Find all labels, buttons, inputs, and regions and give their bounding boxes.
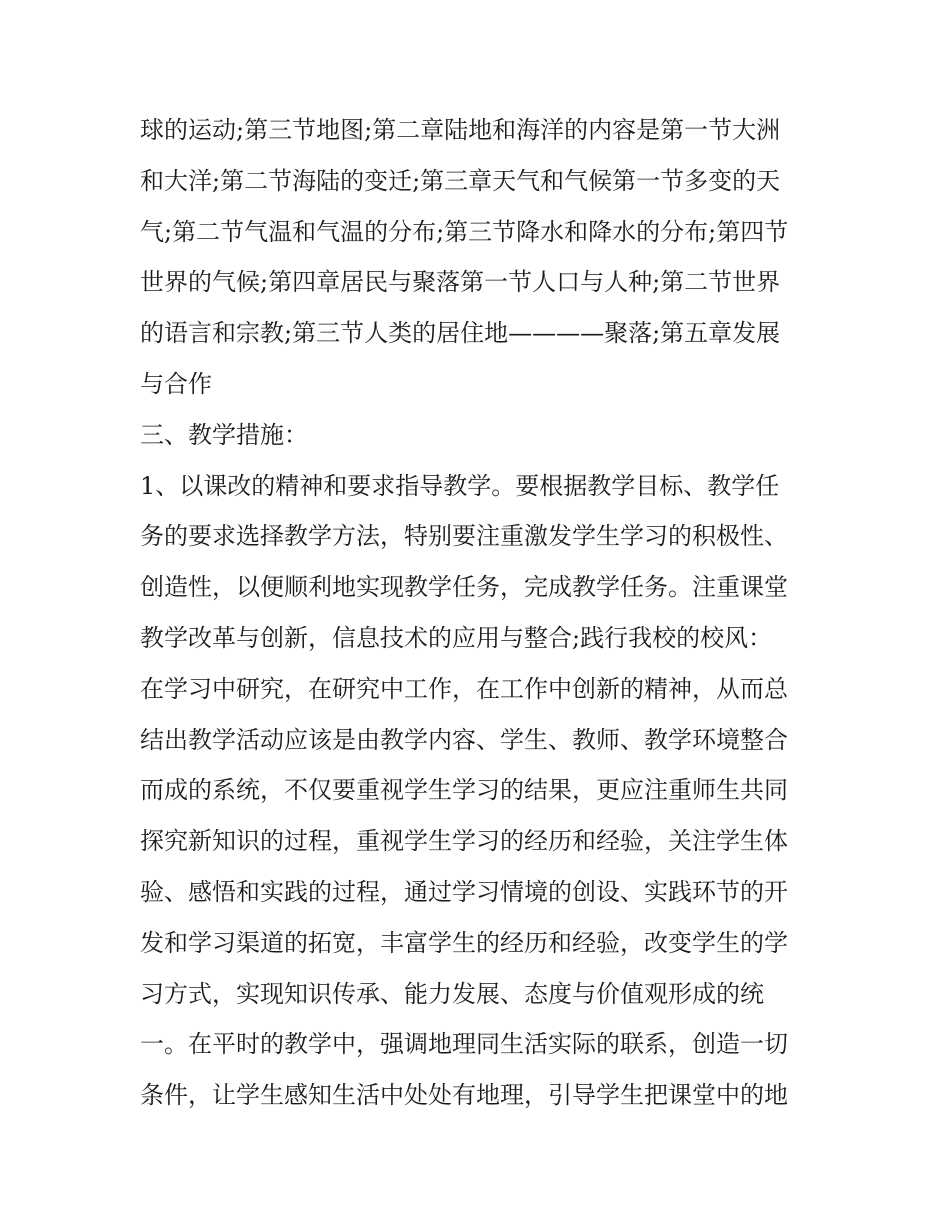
text-line-2: 和大洋;第二节海陆的变迁;第三章天气和气候第一节多变的天 (140, 166, 781, 195)
text-line-17: 发和学习渠道的拓宽，丰富学生的经历和经验，改变学生的学 (140, 928, 788, 957)
text-line-16: 验、感悟和实践的过程，通过学习情境的创设、实践环节的开 (140, 877, 788, 906)
text-line-4: 世界的气候;第四章居民与聚落第一节人口与人种;第二节世界 (140, 268, 781, 297)
text-line-9: 务的要求选择教学方法，特别要注重激发学生学习的积极性、 (140, 522, 788, 551)
text-line-8: 1、以课改的精神和要求指导教学。要根据教学目标、教学任 (140, 471, 780, 500)
text-line-3: 气;第二节气温和气温的分布;第三节降水和降水的分布;第四节 (140, 217, 789, 246)
text-line-15: 探究新知识的过程，重视学生学习的经历和经验，关注学生体 (140, 827, 788, 856)
text-line-19: 一。在平时的教学中，强调地理同生活实际的联系，创造一切 (140, 1030, 788, 1059)
text-line-11: 教学改革与创新，信息技术的应用与整合;践行我校的校风： (140, 623, 773, 652)
text-line-13: 结出教学活动应该是由教学内容、学生、教师、教学环境整合 (140, 725, 788, 754)
text-line-18: 习方式，实现知识传承、能力发展、态度与价值观形成的统 (140, 979, 764, 1008)
text-line-10: 创造性，以便顺利地实现教学任务，完成教学任务。注重课堂 (140, 573, 788, 602)
section-heading: 三、教学措施： (140, 420, 308, 449)
document-body (140, 105, 820, 1121)
text-line-20: 条件，让学生感知生活中处处有地理，引导学生把课堂中的地 (140, 1081, 788, 1110)
text-line-6: 与合作 (140, 369, 212, 398)
text-line-1: 球的运动;第三节地图;第二章陆地和海洋的内容是第一节大洲 (140, 116, 781, 144)
text-line-12: 在学习中研究，在研究中工作，在工作中创新的精神，从而总 (140, 674, 788, 703)
text-line-5: 的语言和宗教;第三节人类的居住地————聚落;第五章发展 (140, 319, 781, 348)
text-line-14: 而成的系统，不仅要重视学生学习的结果，更应注重师生共同 (140, 776, 788, 805)
